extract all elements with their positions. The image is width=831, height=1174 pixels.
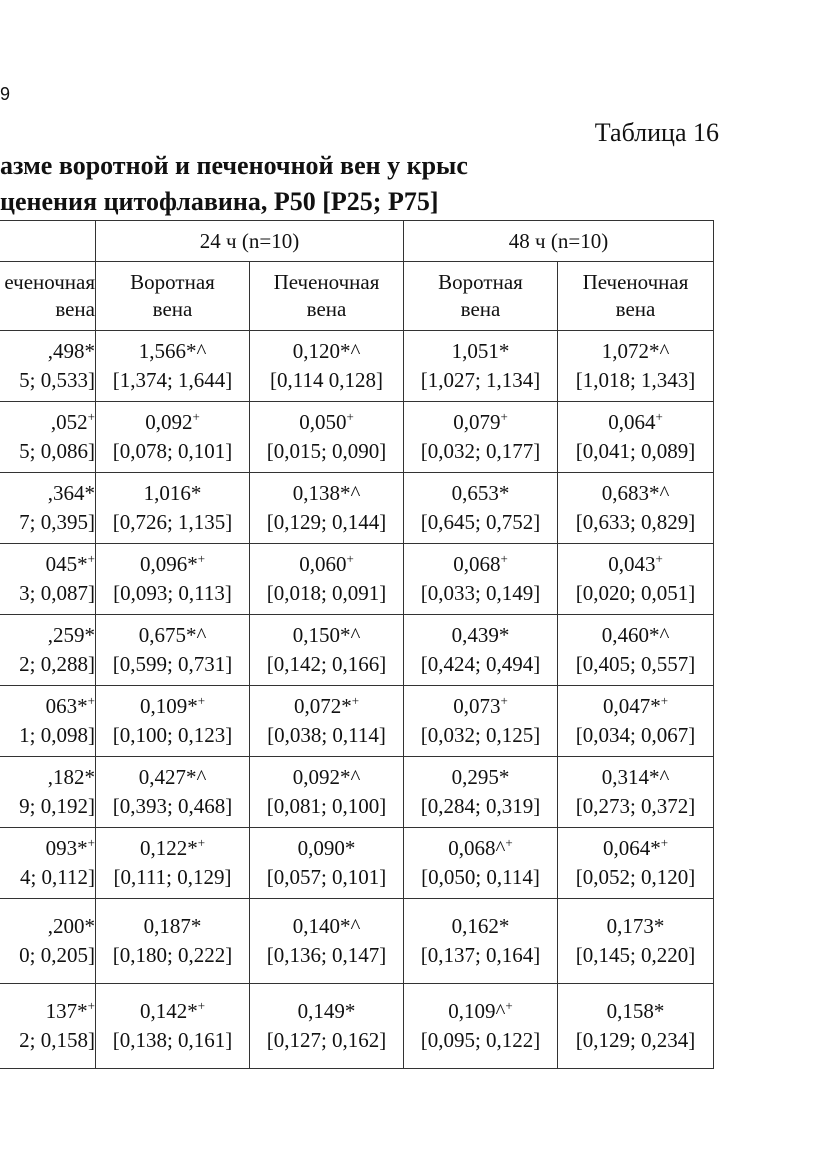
cell-value: [250, 997, 403, 1026]
cell-value: [250, 621, 403, 650]
table-cell: [250, 899, 404, 984]
cell-mark: +: [87, 409, 95, 424]
table-cell: [250, 473, 404, 544]
cell-value: [0, 621, 95, 650]
cell-median: 0,109^: [448, 999, 506, 1023]
cell-value: [96, 692, 249, 721]
cell-median: 0,068^: [448, 836, 506, 860]
cell-range: [0,599; 0,731]: [112, 652, 233, 676]
cell-median: 1,016*: [143, 481, 202, 505]
cell-value: [0, 834, 95, 863]
table-row: [0, 544, 714, 615]
cell-range: 1; 0,098]: [19, 723, 95, 747]
cell-range: [0,015; 0,090]: [266, 439, 387, 463]
cell-range: [0,095; 0,122]: [420, 1028, 541, 1052]
cell-range: [0,081; 0,100]: [266, 794, 387, 818]
table-cell: [558, 828, 714, 899]
cell-range: [0,078; 0,101]: [112, 439, 233, 463]
cell-mark: +: [87, 835, 95, 850]
table-cell: [96, 984, 250, 1069]
cell-mark: +: [346, 409, 354, 424]
cell-median: 0,187*: [143, 914, 202, 938]
cell-median: ,200*: [47, 914, 95, 938]
cell-mark: +: [655, 409, 663, 424]
cell-median: 0,060: [299, 552, 347, 576]
table-cell: [0, 473, 96, 544]
cell-value: [0, 337, 95, 366]
cell-value: [250, 912, 403, 941]
cell-mark: +: [500, 551, 508, 566]
cell-range: [0,129; 0,144]: [266, 510, 387, 534]
cell-mark: +: [197, 835, 206, 850]
header-row-vessels: [0, 262, 714, 331]
cell-value: [250, 763, 403, 792]
table-cell: [558, 615, 714, 686]
cell-median: 0,079: [453, 410, 501, 434]
cell-median: 0,122*: [139, 836, 198, 860]
table-row: [0, 331, 714, 402]
table-cell: [250, 331, 404, 402]
cell-value: [558, 692, 713, 721]
cell-range: [1,018; 1,343]: [575, 368, 696, 392]
cell-range: [0,424; 0,494]: [420, 652, 541, 676]
cell-range: [0,034; 0,067]: [575, 723, 696, 747]
cell-value: [558, 479, 713, 508]
table-cell: [250, 984, 404, 1069]
table-cell: [96, 899, 250, 984]
cell-value: [96, 912, 249, 941]
cell-value: [558, 834, 713, 863]
header-row-groups: [0, 221, 714, 262]
cell-value: [558, 621, 713, 650]
cell-value: [96, 621, 249, 650]
table-cell: [558, 757, 714, 828]
cell-range: [0,393; 0,468]: [112, 794, 233, 818]
cell-median: ,052: [50, 410, 88, 434]
cell-median: 0,427*^: [138, 765, 207, 789]
cell-value: [404, 408, 557, 437]
cell-median: ,364*: [47, 481, 95, 505]
table-cell: [558, 686, 714, 757]
header-cell-hepatic-24h: [250, 262, 404, 331]
cell-median: 0,140*^: [292, 914, 361, 938]
cell-mark: +: [500, 693, 508, 708]
cell-range: 9; 0,192]: [19, 794, 95, 818]
cell-value: [96, 479, 249, 508]
cell-range: [0,142; 0,166]: [266, 652, 387, 676]
table-cell: [0, 402, 96, 473]
table-cell: [0, 984, 96, 1069]
cell-value: [96, 337, 249, 366]
table-cell: [96, 757, 250, 828]
cell-range: [0,284; 0,319]: [420, 794, 541, 818]
cell-median: 0,047*: [602, 694, 661, 718]
cell-mark: +: [655, 551, 663, 566]
table-cell: [0, 331, 96, 402]
table-row: [0, 402, 714, 473]
table-cell: [404, 473, 558, 544]
cell-median: ,259*: [47, 623, 95, 647]
table-row: [0, 615, 714, 686]
cell-median: 0,439*: [451, 623, 510, 647]
table-cell: [96, 544, 250, 615]
cell-median: 1,051*: [451, 339, 510, 363]
cell-range: [0,273; 0,372]: [575, 794, 696, 818]
cell-value: [558, 912, 713, 941]
cell-value: [250, 692, 403, 721]
table-cell: [0, 544, 96, 615]
table-cell: [404, 331, 558, 402]
cell-mark: +: [197, 693, 206, 708]
table-label: Таблица 16: [594, 118, 719, 147]
cell-mark: +: [192, 409, 200, 424]
cell-value: [0, 912, 95, 941]
cell-value: [0, 550, 95, 579]
cell-range: 5; 0,533]: [19, 368, 95, 392]
cell-range: [0,145; 0,220]: [575, 943, 696, 967]
cell-median: ,498*: [47, 339, 95, 363]
cell-mark: +: [87, 998, 95, 1013]
cell-range: [1,374; 1,644]: [112, 368, 233, 392]
cell-value: [96, 834, 249, 863]
cell-value: [250, 337, 403, 366]
table-cell: [404, 757, 558, 828]
cell-value: [250, 834, 403, 863]
cell-median: 0,683*^: [601, 481, 670, 505]
table-cell: [404, 984, 558, 1069]
table-cell: [558, 984, 714, 1069]
cell-range: 3; 0,087]: [19, 581, 95, 605]
header-first-line-1: еченочная: [4, 270, 95, 294]
cell-median: 0,073: [453, 694, 501, 718]
cell-median: 0,142*: [139, 999, 198, 1023]
table-cell: [250, 757, 404, 828]
cell-median: 0,096*: [139, 552, 198, 576]
cell-value: [558, 763, 713, 792]
table-row: [0, 473, 714, 544]
cell-median: 0,064: [608, 410, 656, 434]
cell-range: 0; 0,205]: [19, 943, 95, 967]
cell-mark: +: [197, 998, 206, 1013]
table-cell: [404, 544, 558, 615]
header-portal-line-1: Воротная: [130, 270, 215, 294]
cell-mark: +: [87, 693, 95, 708]
table-row: [0, 984, 714, 1069]
cell-median: 0,090*: [297, 836, 356, 860]
header-hepatic-line-2: вена: [615, 297, 656, 321]
cell-mark: +: [87, 551, 95, 566]
cell-value: [96, 997, 249, 1026]
data-table: [0, 220, 714, 1069]
cell-value: [558, 337, 713, 366]
cell-value: [404, 834, 557, 863]
header-cell-first: [0, 262, 96, 331]
table-cell: [404, 899, 558, 984]
header-portal-line-2: вена: [460, 297, 501, 321]
cell-mark: +: [660, 835, 669, 850]
cell-range: [0,041; 0,089]: [575, 439, 696, 463]
cell-range: 2; 0,288]: [19, 652, 95, 676]
table-cell: [96, 331, 250, 402]
cell-mark: +: [346, 551, 354, 566]
header-cell-portal-48h: [404, 262, 558, 331]
cell-median: 063*: [45, 694, 88, 718]
header-hepatic-line-1: Печеночная: [273, 270, 380, 294]
table-cell: [404, 686, 558, 757]
cell-value: [404, 337, 557, 366]
cell-range: [0,093; 0,113]: [113, 581, 232, 605]
table-cell: [250, 828, 404, 899]
header-cell-empty: [0, 221, 96, 262]
table-cell: [0, 686, 96, 757]
cell-value: [404, 692, 557, 721]
cell-median: 0,092*^: [292, 765, 361, 789]
cell-range: [0,137; 0,164]: [420, 943, 541, 967]
cell-value: [0, 997, 95, 1026]
table-cell: [96, 615, 250, 686]
cell-range: [0,129; 0,234]: [575, 1028, 696, 1052]
cell-range: [0,645; 0,752]: [420, 510, 541, 534]
cell-value: [404, 479, 557, 508]
table-cell: [96, 473, 250, 544]
cell-value: [96, 763, 249, 792]
cell-median: 0,043: [608, 552, 656, 576]
cell-range: [0,405; 0,557]: [575, 652, 696, 676]
cell-value: [404, 550, 557, 579]
table-cell: [0, 615, 96, 686]
cell-median: 0,158*: [606, 999, 665, 1023]
cell-range: 2; 0,158]: [19, 1028, 95, 1052]
cell-range: [0,136; 0,147]: [266, 943, 387, 967]
cell-value: [96, 408, 249, 437]
cell-value: [404, 621, 557, 650]
header-cell-hepatic-48h: [558, 262, 714, 331]
cell-median: 0,675*^: [138, 623, 207, 647]
cell-range: [0,032; 0,177]: [420, 439, 541, 463]
cell-range: [0,050; 0,114]: [421, 865, 540, 889]
cell-median: 0,072*: [293, 694, 352, 718]
cell-range: [0,138; 0,161]: [112, 1028, 233, 1052]
cell-range: [0,100; 0,123]: [112, 723, 233, 747]
header-hepatic-line-2: вена: [306, 297, 347, 321]
page-number: 9: [0, 84, 11, 104]
cell-range: [0,052; 0,120]: [575, 865, 696, 889]
table-cell: [250, 544, 404, 615]
cell-value: [0, 763, 95, 792]
cell-value: [0, 408, 95, 437]
cell-median: 0,295*: [451, 765, 510, 789]
cell-median: 0,064*: [602, 836, 661, 860]
table-title: [0, 148, 468, 220]
header-portal-line-1: Воротная: [438, 270, 523, 294]
table-cell: [0, 899, 96, 984]
table-cell: [250, 402, 404, 473]
header-group-48h: 48 ч (n=10): [404, 221, 714, 262]
cell-median: 137*: [45, 999, 88, 1023]
cell-median: 0,138*^: [292, 481, 361, 505]
header-cell-portal-24h: [96, 262, 250, 331]
cell-mark: +: [351, 693, 360, 708]
cell-range: [0,032; 0,125]: [420, 723, 541, 747]
cell-value: [558, 550, 713, 579]
cell-range: [0,038; 0,114]: [267, 723, 386, 747]
table-cell: [558, 331, 714, 402]
header-group-24h: 24 ч (n=10): [96, 221, 404, 262]
table-cell: [0, 828, 96, 899]
cell-mark: +: [660, 693, 669, 708]
cell-median: 0,314*^: [601, 765, 670, 789]
table-cell: [250, 615, 404, 686]
table-cell: [0, 757, 96, 828]
cell-median: 0,092: [145, 410, 193, 434]
table-title-line-2: ценения цитофлавина, P50 [P25; P75]: [0, 187, 439, 216]
table-row: [0, 686, 714, 757]
cell-median: 045*: [45, 552, 88, 576]
cell-mark: +: [505, 998, 513, 1013]
cell-value: [404, 997, 557, 1026]
table-row: [0, 828, 714, 899]
table-cell: [558, 899, 714, 984]
cell-range: [0,018; 0,091]: [266, 581, 387, 605]
cell-value: [558, 997, 713, 1026]
cell-median: 0,460*^: [601, 623, 670, 647]
cell-median: 0,653*: [451, 481, 510, 505]
table-row: [0, 757, 714, 828]
table-cell: [558, 544, 714, 615]
cell-value: [0, 479, 95, 508]
cell-value: [0, 692, 95, 721]
cell-value: [250, 479, 403, 508]
cell-median: ,182*: [47, 765, 95, 789]
header-hepatic-line-1: Печеночная: [582, 270, 689, 294]
cell-range: 4; 0,112]: [19, 865, 95, 889]
cell-median: 0,150*^: [292, 623, 361, 647]
table-row: [0, 899, 714, 984]
cell-value: [404, 763, 557, 792]
table-cell: [96, 686, 250, 757]
table-cell: [96, 402, 250, 473]
cell-value: [250, 408, 403, 437]
cell-median: 0,162*: [451, 914, 510, 938]
cell-median: 1,072*^: [601, 339, 670, 363]
cell-value: [404, 912, 557, 941]
cell-median: 0,120*^: [292, 339, 361, 363]
cell-value: [250, 550, 403, 579]
table-cell: [404, 615, 558, 686]
cell-median: 0,109*: [139, 694, 198, 718]
cell-range: 5; 0,086]: [19, 439, 95, 463]
table-cell: [404, 828, 558, 899]
cell-median: 0,050: [299, 410, 347, 434]
header-portal-line-2: вена: [152, 297, 193, 321]
cell-value: [558, 408, 713, 437]
cell-mark: +: [505, 835, 513, 850]
cell-median: 0,068: [453, 552, 501, 576]
cell-range: 7; 0,395]: [19, 510, 95, 534]
table-cell: [250, 686, 404, 757]
cell-range: [0,114 0,128]: [270, 368, 383, 392]
cell-median: 0,173*: [606, 914, 665, 938]
cell-range: [0,726; 1,135]: [112, 510, 233, 534]
cell-range: [0,020; 0,051]: [575, 581, 696, 605]
cell-median: 093*: [45, 836, 88, 860]
cell-range: [0,633; 0,829]: [575, 510, 696, 534]
header-first-line-2: вена: [55, 297, 95, 321]
table-cell: [558, 402, 714, 473]
cell-mark: +: [197, 551, 206, 566]
cell-range: [0,180; 0,222]: [112, 943, 233, 967]
cell-median: 0,149*: [297, 999, 356, 1023]
table-cell: [558, 473, 714, 544]
cell-range: [0,127; 0,162]: [266, 1028, 387, 1052]
cell-range: [1,027; 1,134]: [420, 368, 541, 392]
cell-median: 1,566*^: [138, 339, 207, 363]
cell-range: [0,057; 0,101]: [266, 865, 387, 889]
table-cell: [404, 402, 558, 473]
table-cell: [96, 828, 250, 899]
cell-mark: +: [500, 409, 508, 424]
cell-range: [0,033; 0,149]: [420, 581, 541, 605]
table-title-line-1: азме воротной и печеночной вен у крыс: [0, 151, 468, 180]
cell-value: [96, 550, 249, 579]
cell-range: [0,111; 0,129]: [113, 865, 232, 889]
